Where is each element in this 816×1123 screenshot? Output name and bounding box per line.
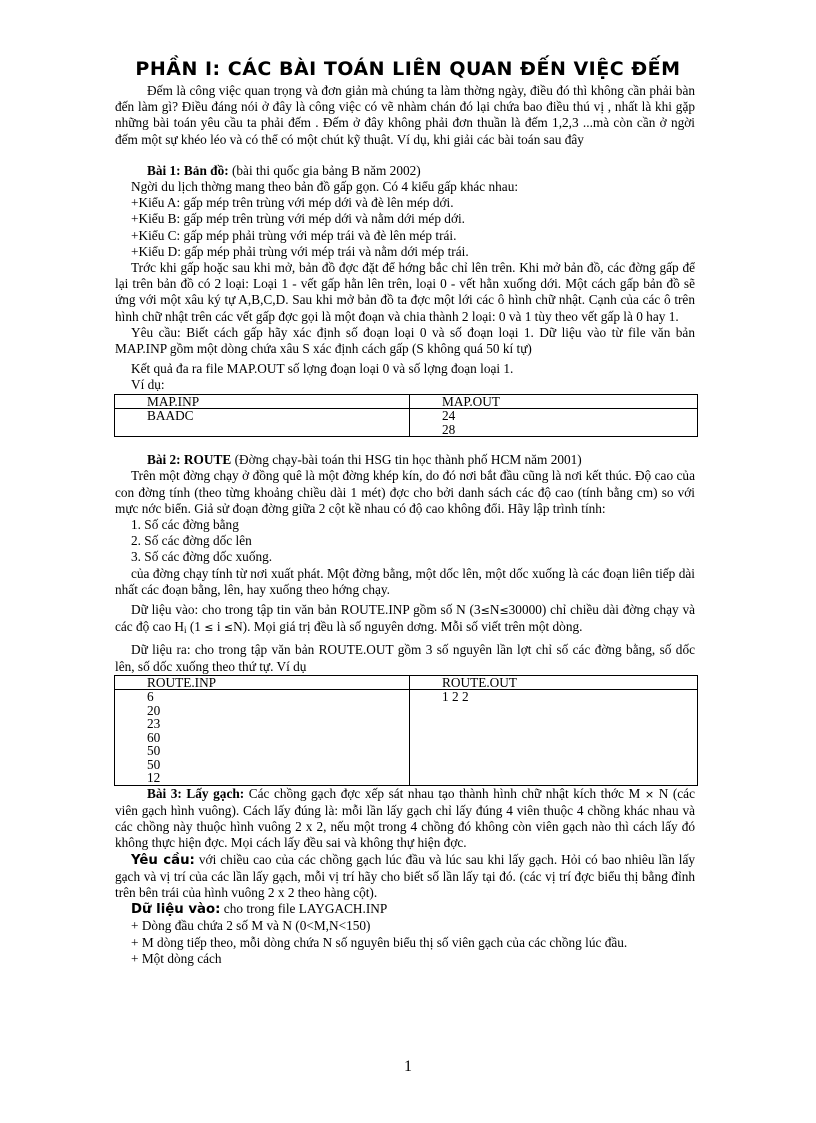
table-cell: BAADC (115, 409, 410, 437)
bai1-example-table (114, 394, 698, 438)
table-cell-line: 50 (147, 743, 161, 759)
subscript-i: i (184, 625, 187, 636)
table-cell-line: 23 (147, 716, 161, 732)
table-header-cell: MAP.INP (115, 394, 410, 409)
bai1-kieu-a: +Kiểu A: gấp mép trên trùng với mép dới và đè lên mép dới. (131, 195, 454, 211)
bai3-requirement (115, 852, 695, 902)
bai2-output-spec: Dữ liệu ra: cho trong tập văn bản ROUTE.OUT gồm 3 số nguyên lần lợt chỉ số các đờng bằng, số dốc lên, số dốc xuống theo thứ tự. Ví dụ (115, 642, 695, 674)
bai2-heading: Bài 2: ROUTE (147, 452, 232, 468)
bai2-input-spec (115, 602, 695, 638)
table-cell: 1 2 2 (410, 690, 698, 786)
bai3-text: Các chồng gạch đợc xếp sát nhau tạo thành hình chữ nhật kích thớc M (248, 785, 641, 801)
table-header-row (115, 675, 698, 690)
bai2-example-table (114, 675, 698, 786)
bai2-item-1: 1. Số các đờng bằng (131, 516, 239, 532)
bai1-line1: Ngời du lịch thờng mang theo bản đồ gấp gọn. Có 4 kiểu gấp khác nhau: (131, 179, 519, 195)
bai2-input-text: i (213, 619, 224, 635)
bai3-input-label: Dữ liệu vào: (131, 902, 221, 918)
page-title: PHẦN I: CÁC BÀI TOÁN LIÊN QUAN ĐẾN VIỆC ĐẾM (135, 58, 681, 80)
bai3-text: N (các viên gạch hình vuông). Cách lấy đúng là: mỗi lần lấy gạch chỉ lấy đúng 4 viên thuộc 4 chồng khác nhau và các chồng này thuộc hình vuông 2 x 2, nếu một trong 4 chồng đó không còn viên gạch nào thì cách lấy đó không thực hiện đợc. Mọi cách lấy đều sai và không thự hiện đợc. (115, 785, 695, 851)
bai3-paragraph (115, 786, 695, 852)
table-header-cell: ROUTE.OUT (410, 675, 698, 690)
bai1-description: Trớc khi gấp hoặc sau khi mở, bản đồ đợc đặt để hớng bắc chỉ lên trên. Khi mở bản đồ, các đờng gấp để lại trên bản đồ có 2 loại: Loại 1 - vết gấp hằn lên trên, loại 0 - vết hằn xuống dới. Một cách gấp bản đồ sẽ ứng với một xâu ký tự A,B,C,D. Sau khi mở bản đồ ta đợc một lới các ô hình chữ nhật. Cạnh của các ô trên hình chữ nhật trên các vết gấp đợc gọi là một đoạn và chia thành 2 loại: 0 và 1 tùy theo vết gấp là 0 hay 1. (115, 260, 695, 324)
table-cell-line: 50 (147, 756, 161, 772)
bai1-output-spec: Kết quả đa ra file MAP.OUT số lợng đoạn loại 0 và số lợng đoạn loại 1. (131, 361, 514, 377)
table-row (115, 690, 698, 786)
bai2-input-text: N). Mọi giá trị đều là số nguyên dơng. Mỗi số viết trên một dòng. (233, 619, 583, 635)
bai2-input-text: 30000) chỉ chiều dài đờng chạy và các độ cao H (115, 601, 695, 635)
bai2-heading-line (115, 452, 695, 468)
bai1-heading: Bài 1: Bản đồ: (147, 162, 229, 178)
table-cell (115, 690, 410, 786)
bai3-line-2: + M dòng tiếp theo, mỗi dòng chứa N số nguyên biểu thị số viên gạch của các chồng lúc đầu. (131, 934, 628, 950)
times-symbol: × (644, 787, 655, 801)
bai3-requirement-text: với chiều cao của các chồng gạch lúc đầu và lúc sau khi lấy gạch. Hỏi có bao nhiêu lần lấy gạch và vị trí của các lần lấy gạch, mỗi vị trí hãy cho biết số lần lấy tại đó. (các vị trí đợc biểu thị bằng đỉnh trên bên trái của hình vuông 2 x 2 theo hàng cột). (115, 851, 695, 901)
table-cell-line: 24 (442, 408, 456, 424)
le-symbol: ≤ (223, 621, 234, 635)
document-body (115, 83, 695, 967)
bai2-input-text: (1 (186, 619, 205, 635)
table-row (115, 409, 698, 437)
table-header-row (115, 394, 698, 409)
le-symbol: ≤ (204, 621, 214, 635)
le-symbol: ≤ (480, 603, 490, 617)
bai3-heading: Bài 3: Lấy gạch: (147, 785, 245, 801)
table-cell (410, 409, 698, 437)
table-header-cell: MAP.OUT (410, 394, 698, 409)
bai1-source: (bài thi quốc gia bảng B năm 2002) (231, 162, 421, 178)
bai1-kieu-d: +Kiểu D: gấp mép phải trùng với mép trái và nằm dới mép trái. (131, 243, 469, 259)
bai3-requirement-label: Yêu cầu: (131, 852, 195, 868)
bai2-item-3: 3. Số các đờng dốc xuống. (131, 549, 273, 565)
table-cell-line: 6 (147, 689, 154, 705)
bai2-description-2: của đờng chạy tính từ nơi xuất phát. Một đờng bằng, một dốc lên, một dốc xuống là các đoạn liên tiếp dài nhất các đoạn bằng, lên, hay xuống theo hớng chạy. (115, 565, 695, 597)
bai2-description: Trên một đờng chạy ở đồng quê là một đờng khép kín, do đó nơi bắt đầu cũng là nơi kết thúc. Độ cao của con đờng tính (theo từng khoảng chiều dài 1 mét) đợc cho bởi danh sách các độ cao (tính bằng cm) so với mực nớc biển. Giả sử đoạn đờng giữa 2 cột kề nhau có độ cao không đổi. Hãy lập trình tính: (115, 468, 695, 516)
intro-paragraph: Đếm là công việc quan trọng và đơn giản mà chúng ta làm thờng ngày, điều đó thì không cần phải bàn đến làm gì? Điều đáng nói ở đây là công việc có vẽ nhàm chán đó lại chứa bao điều thú vị , nhất là khi gặp những bài toán yêu cầu ta phải đếm . Đếm ở đây không phải đơn thuần là đếm 1,2,3 ...mà còn cần ở ngời đếm một sự khéo léo và có thể có một chút kỹ thuật. Ví dụ, khi giải các bài toán sau đây (115, 83, 695, 147)
bai3-input-text: cho trong file LAYGACH.INP (223, 901, 388, 917)
bai2-item-2: 2. Số các đờng dốc lên (131, 533, 252, 549)
table-cell-line: 28 (442, 421, 456, 437)
bai1-kieu-c: +Kiểu C: gấp mép phải trùng với mép trái và đè lên mép trái. (131, 227, 457, 243)
bai1-heading-line (115, 163, 695, 179)
bai2-input-text: N (489, 601, 500, 617)
bai1-kieu-b: +Kiểu B: gấp mép trên trùng với mép dới và nằm dới mép dới. (131, 211, 466, 227)
bai3-line-1: + Dòng đầu chứa 2 số M và N (0<M,N<150) (131, 918, 371, 934)
bai2-source: (Đờng chạy-bài toán thi HSG tin học thành phố HCM năm 2001) (234, 452, 582, 468)
page-number: 1 (404, 1058, 412, 1075)
bai3-line-3: + Một dòng cách (131, 950, 222, 966)
table-header-cell: ROUTE.INP (115, 675, 410, 690)
table-cell-line: 20 (147, 702, 161, 718)
bai1-requirement: Yêu cầu: Biết cách gấp hãy xác định số đoạn loại 0 và số đoạn loại 1. Dữ liệu vào từ file văn bản MAP.INP gồm một dòng chứa xâu S xác định cách gấp (S không quá 50 kí tự) (115, 324, 695, 357)
bai1-example-label: Ví dụ: (131, 377, 165, 393)
bai2-input-text: Dữ liệu vào: cho trong tập tin văn bản ROUTE.INP gồm số N (3 (131, 601, 481, 617)
bai3-input-spec (115, 901, 695, 918)
le-symbol: ≤ (499, 603, 509, 617)
table-cell-line: 60 (147, 729, 161, 745)
table-cell-line: 12 (147, 770, 161, 786)
